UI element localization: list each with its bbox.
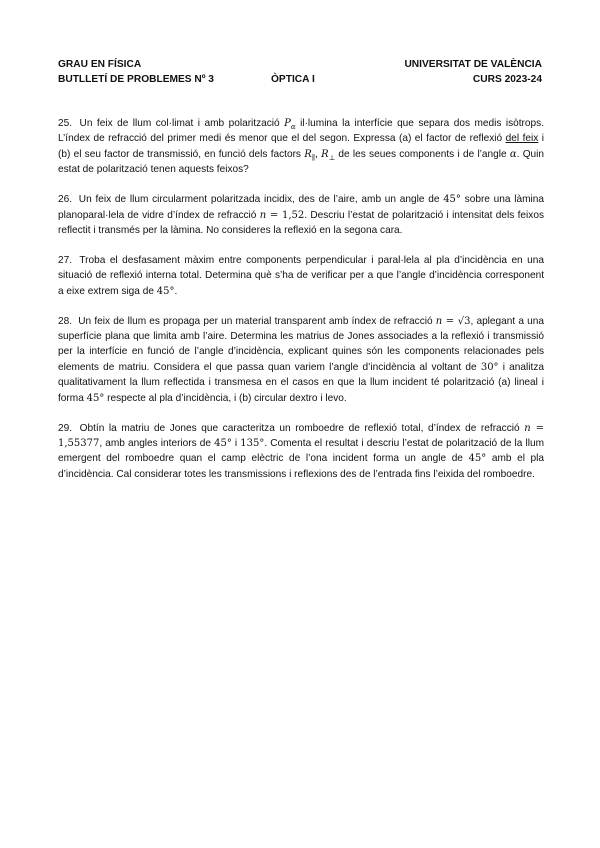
academic-year: CURS 2023-24 [472, 74, 542, 85]
header-row-2 [58, 73, 542, 88]
problem-number: 27. [58, 254, 73, 266]
symbol-r-perpendicular: $R_\perp$ [321, 148, 336, 162]
angle-value: 30° [480, 361, 499, 373]
problem-28: 28. Un feix de llum es propaga per un material transparent amb índex de refracció n = √3, aplegant a una superfície plana que limita amb l’aire. Determina les matrius de Jones associades a la reflexió i transmissió per la interfície en funció de l’angle d’incidència, explicant quines són les components relacionades pels elements de matriu. Considera el que passa quan variem l’angle d’incidència al voltant de 30° i analitza qualitativament la llum reflectida i transmesa en el casos en que la llum incident té polarització (a) lineal i forma 45° respecte al pla d’incidència, i (b) circular dextro i levo. [58, 315, 544, 404]
problem-number: 29. [58, 422, 73, 434]
problem-list [58, 116, 544, 497]
angle-value: 45° [468, 453, 487, 465]
symbol-r-parallel: $R_\parallel$ [304, 148, 315, 162]
angle-value: 45° [214, 437, 232, 449]
angle-value: 45° [443, 194, 461, 206]
index-value: = 1,52 [266, 209, 305, 221]
header-row-1 [58, 58, 542, 73]
index-value: = 1,55377 [58, 422, 544, 449]
symbol-n: n [524, 422, 531, 434]
symbol-n: n [435, 315, 443, 327]
symbol-alpha: α [509, 148, 517, 160]
angle-value: 45° [156, 285, 175, 297]
symbol-p-alpha: $P_\alpha$ [284, 118, 296, 131]
problem-25: 25. Un feix de llum col·limat i amb polarització $P_\alpha$ il·lumina la interfície que separa dos medis isòtrops. L’índex de refracció del primer medi és menor que el del segon. Expressa (a) el factor de reflexió del feix i (b) el seu factor de transmissió, en funció dels factors $R_\parallel$, $R_\perp$ de les seues components i de l’angle α. Quin estat de polarització tenen aquests feixos? [58, 118, 545, 176]
problem-number: 28. [58, 315, 73, 327]
page-header [58, 58, 542, 88]
problem-29: 29. Obtín la matriu de Jones que caracteritza un romboedre de reflexió total, d’índex de refracció n = 1,55377, amb angles interiors de 45° i 135°. Comenta el resultat i descriu l’estat de polarització de la llum emergent del romboedre quan el camp elèctric de l’ona incident forma un angle de 45° amb el pla d’incidència. Cal considerar totes les transmissions i reflexions des de l’entrada fins l’eixida del romboedre. [58, 422, 544, 480]
problem-26: 26. Un feix de llum circularment polaritzada incidix, des de l’aire, amb un angle de 45° sobre una làmina planoparal·lela de vidre d’índex de refracció n = 1,52. Descriu l’estat de polarització i intensitat dels feixos reflectit i transmés per la làmina. No consideres la reflexió en la segona cara. [58, 194, 544, 236]
degree-name: GRAU EN FÍSICA [58, 59, 142, 70]
angle-value: 45° [86, 392, 105, 404]
index-value: = √3 [442, 315, 471, 327]
symbol-n: n [259, 209, 267, 221]
problem-number: 25. [58, 118, 73, 129]
university-name: UNIVERSITAT DE VALÈNCIA [404, 59, 542, 70]
angle-value: 135° [240, 437, 265, 449]
problem-27: 27. Troba el desfasament màxim entre components perpendicular i paral·lela al pla d’incidència en una situació de reflexió interna total. Determina què s’ha de verificar per a que l’angle d’incidència corresponent a eixe extrem siga de 45°. [58, 254, 544, 297]
course-name: ÒPTICA I [271, 74, 315, 85]
bulletin-title: BUTLLETÍ DE PROBLEMES Nº 3 [58, 74, 214, 85]
problem-number: 26. [58, 194, 73, 206]
underlined-text: del feix [505, 133, 539, 145]
